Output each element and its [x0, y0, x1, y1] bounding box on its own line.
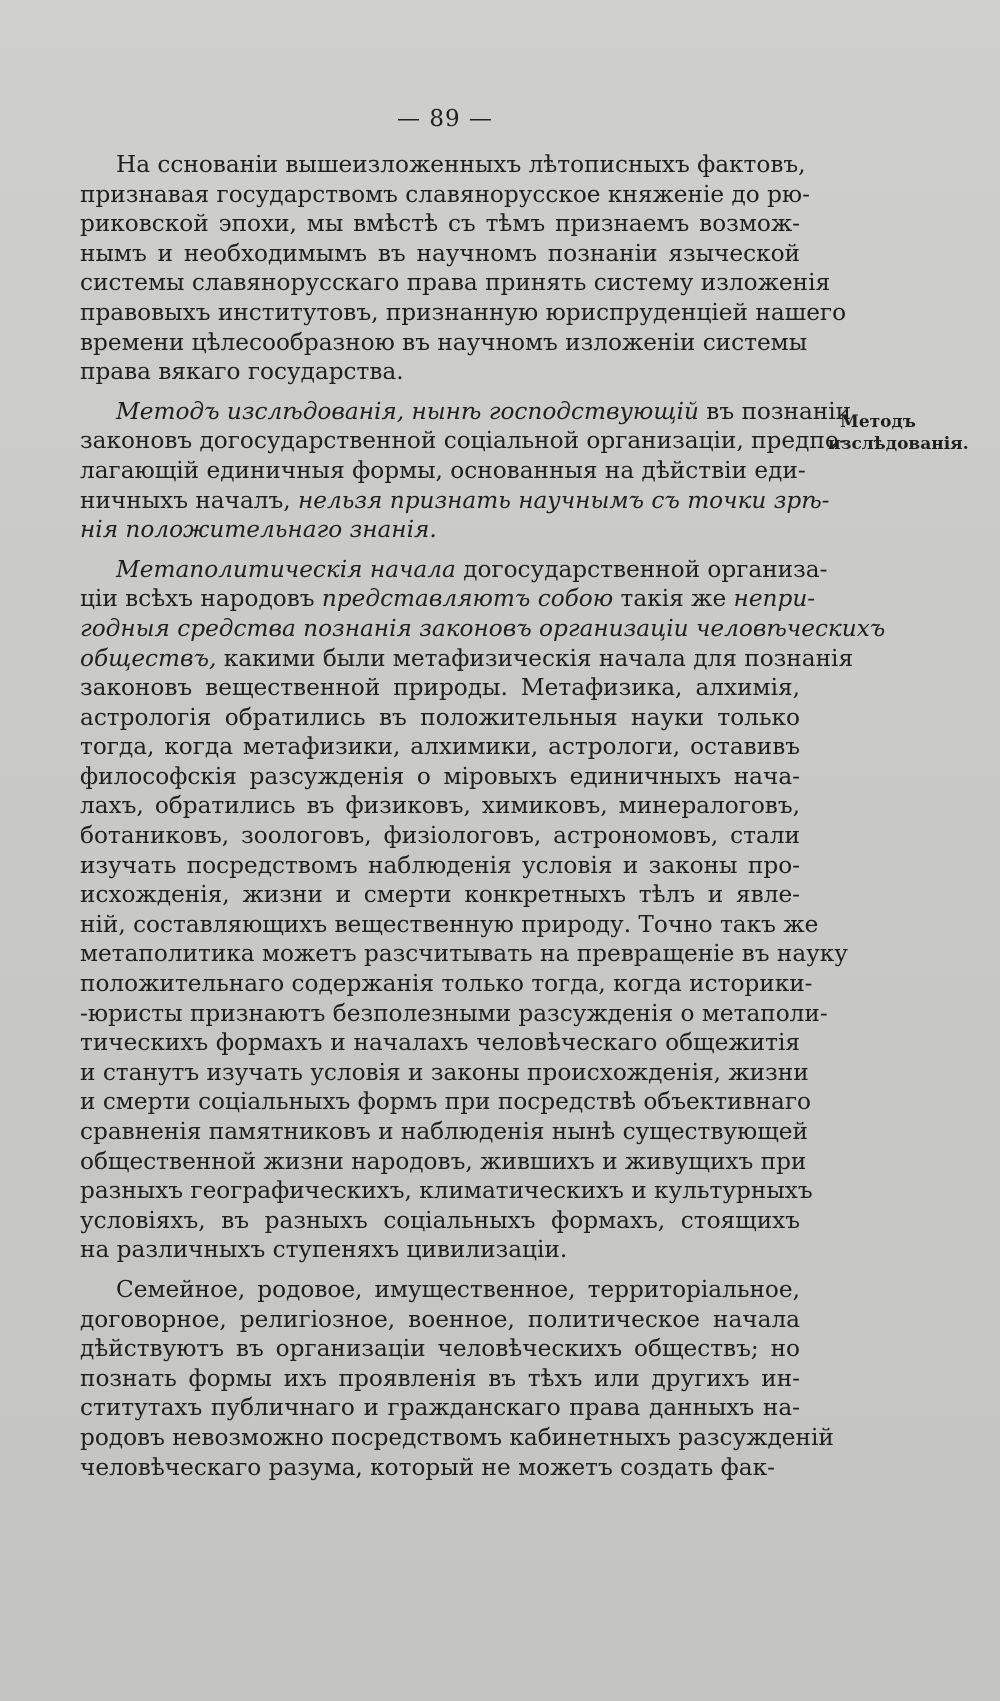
text-line [80, 456, 806, 486]
text-segment: родовъ невозможно посредствомъ кабинетныхъ разсужденій [80, 1423, 834, 1451]
text-line [80, 328, 808, 358]
italic-text: нія положительнаго знанія. [80, 516, 437, 544]
text-line [80, 555, 828, 585]
text-segment: права вякаго государства. [80, 358, 404, 386]
paragraph [80, 150, 847, 387]
text-line [80, 999, 828, 1029]
italic-text: Методъ изслѣдованія, нынѣ господствующій [116, 397, 699, 425]
text-line [80, 1028, 800, 1058]
italic-text: годныя средства познанія законовъ организаціи человѣческихъ [80, 614, 886, 642]
text-segment: законовъ догосударственной соціальной организаціи, предпо- [80, 427, 847, 455]
text-segment: и смерти соціальныхъ формъ при посредствѣ объективнаго [80, 1088, 811, 1116]
text-line [80, 1235, 800, 1265]
text-segment: ній, составляющихъ вещественную природу. Точно такъ же [80, 910, 819, 938]
text-segment: лагающій единичныя формы, основанныя на дѣйствіи еди- [80, 456, 806, 484]
text-segment: ничныхъ началъ, [80, 486, 299, 514]
text-line [80, 397, 852, 427]
text-segment: какими были метафизическія начала для познанія [216, 644, 854, 672]
text-segment: познать формы ихъ проявленія въ тѣхъ или другихъ ин- [80, 1364, 800, 1392]
text-segment: сравненія памятниковъ и наблюденія нынѣ существующей [80, 1118, 808, 1145]
text-line [80, 426, 847, 456]
text-line [80, 1206, 800, 1236]
text-line [80, 239, 800, 269]
text-line [80, 762, 800, 792]
text-line [80, 821, 800, 851]
text-segment: тическихъ формахъ и началахъ человѣческаго общежитія [80, 1029, 800, 1057]
text-line [80, 851, 800, 881]
text-line [80, 357, 800, 387]
text-line [80, 1423, 834, 1453]
text-segment: риковской эпохи, мы вмѣстѣ съ тѣмъ признаемъ возмож- [80, 210, 800, 238]
text-line [80, 644, 854, 674]
text-segment: времени цѣлесообразною въ научномъ изложеніи системы [80, 328, 808, 356]
text-line [80, 1453, 800, 1483]
text-line [80, 1334, 800, 1364]
text-segment: метаполитика можетъ разсчитывать на превращеніе въ науку [80, 940, 848, 968]
text-line [80, 880, 800, 910]
margin-note [828, 411, 988, 455]
text-segment: системы славянорусскаго права принять систему изложенія [80, 269, 831, 297]
paragraph [80, 397, 852, 545]
text-segment: законовъ вещественной природы. Метафизика, алхимія, [80, 674, 800, 702]
italic-text: обществъ, [80, 644, 217, 672]
text-segment: и станутъ изучать условія и законы происхожденія, жизни [80, 1058, 809, 1086]
text-segment: дѣйствуютъ въ организаціи человѣческихъ обществъ; но [80, 1335, 800, 1363]
text-line [80, 732, 800, 762]
text-segment: тогда, когда метафизики, алхимики, астрологи, оставивъ [80, 733, 800, 761]
text-line [80, 268, 831, 298]
text-line [80, 1176, 813, 1206]
text-segment: общественной жизни народовъ, жившихъ и живущихъ при [80, 1147, 807, 1175]
margin-note-line: изслѣдованія. [828, 434, 969, 454]
text-line [80, 1393, 800, 1423]
text-segment: Семейное, родовое, имущественное, территоріальное, [116, 1275, 800, 1303]
text-line [80, 1364, 800, 1394]
text-segment: догосударственной организа- [455, 555, 828, 583]
text-segment: въ познаніи [698, 397, 852, 425]
text-segment: ботаниковъ, зоологовъ, физіологовъ, астрономовъ, стали [80, 822, 800, 850]
text-line [80, 614, 886, 644]
text-segment: нымъ и необходимымъ въ научномъ познаніи языческой [80, 239, 800, 267]
text-segment: изучать посредствомъ наблюденія условія и законы про- [80, 851, 800, 879]
text-segment: лахъ, обратились въ физиковъ, химиковъ, минералоговъ, [80, 792, 800, 820]
text-segment: разныхъ географическихъ, климатическихъ и культурныхъ [80, 1177, 813, 1205]
text-line [80, 150, 806, 180]
text-line [80, 1087, 811, 1117]
text-segment: договорное, религіозное, военное, политическое начала [80, 1305, 800, 1333]
text-line [80, 791, 800, 821]
text-segment: признавая государствомъ славянорусское княженіе до рю- [80, 180, 810, 208]
text-segment: человѣческаго разума, который не можетъ создать фак- [80, 1453, 775, 1481]
text-segment: ститутахъ публичнаго и гражданскаго права данныхъ на- [80, 1394, 800, 1422]
text-segment: На сснованіи вышеизложенныхъ лѣтописныхъ фактовъ, [116, 151, 806, 178]
text-segment: такія же [613, 585, 734, 613]
body-text [80, 150, 886, 1482]
text-line [80, 515, 800, 545]
paragraph [80, 555, 886, 1265]
text-line [80, 1147, 807, 1177]
text-segment: правовыхъ институтовъ, признанную юриспруденціей нашего [80, 298, 847, 326]
text-line [80, 584, 816, 614]
text-line [80, 209, 800, 239]
text-line [80, 1058, 809, 1088]
text-segment: -юристы признаютъ безполезными разсужденія о метаполи- [80, 999, 828, 1027]
italic-text: представляютъ собою [321, 585, 614, 613]
text-segment: астрологія обратились въ положительныя науки только [80, 703, 800, 731]
text-line [80, 1117, 808, 1147]
page-number: — 89 — [397, 106, 493, 132]
text-segment: философскія разсужденія о міровыхъ единичныхъ нача- [80, 762, 800, 790]
text-segment: положительнаго содержанія только тогда, когда историки- [80, 970, 813, 998]
italic-text: Метаполитическія начала [116, 555, 456, 583]
text-line [80, 180, 810, 210]
text-segment: исхожденія, жизни и смерти конкретныхъ тѣлъ и явле- [80, 881, 800, 909]
text-line [80, 939, 848, 969]
paragraph [80, 1275, 834, 1482]
text-line [80, 1305, 800, 1335]
text-segment: ціи всѣхъ народовъ [80, 585, 322, 613]
italic-text: непри- [733, 585, 816, 613]
text-line [80, 673, 800, 703]
italic-text: нельзя признать научнымъ съ точки зрѣ- [298, 486, 830, 514]
text-line [80, 969, 813, 999]
text-segment: условіяхъ, въ разныхъ соціальныхъ формахъ, стоящихъ [80, 1206, 800, 1234]
text-line [80, 703, 800, 733]
text-line [80, 298, 847, 328]
text-line [80, 910, 819, 940]
text-segment: на различныхъ ступеняхъ цивилизаціи. [80, 1236, 568, 1264]
text-line [80, 1275, 800, 1305]
margin-note-line: Методъ [840, 412, 916, 432]
text-line [80, 486, 830, 516]
